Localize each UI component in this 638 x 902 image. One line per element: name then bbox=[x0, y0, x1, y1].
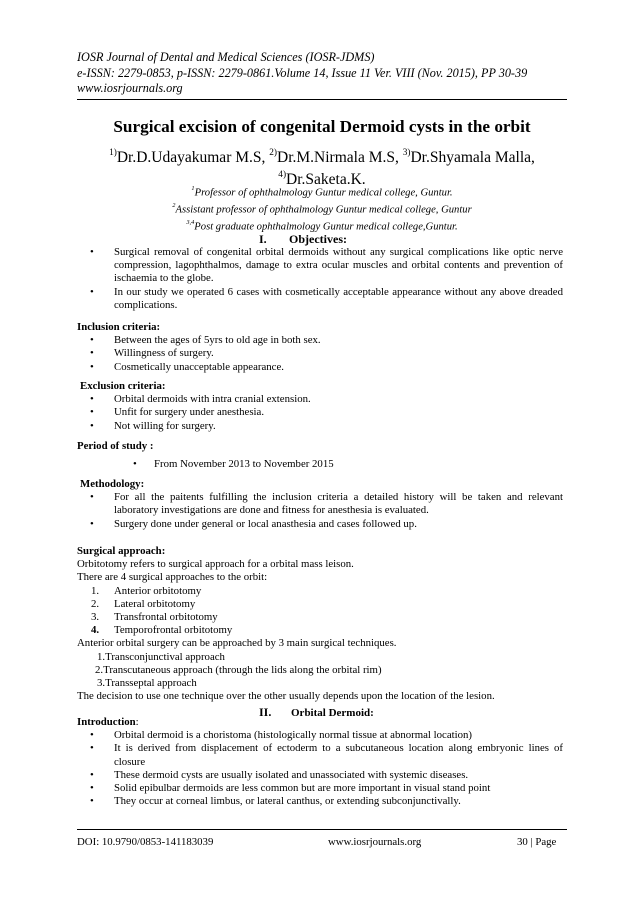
author-3: Dr.Shyamala Malla, bbox=[410, 149, 535, 167]
affiliation-2: Assistant professor of ophthalmology Guntur medical college, Guntur bbox=[175, 204, 472, 216]
journal-name: IOSR Journal of Dental and Medical Sciences (IOSR-JDMS) bbox=[77, 50, 375, 64]
surgical-line: Anterior orbital surgery can be approached by 3 main surgical techniques. bbox=[77, 637, 397, 650]
author-3-marker: 3) bbox=[402, 147, 411, 158]
introduction-heading: Introduction bbox=[77, 716, 136, 728]
objective-1: Surgical removal of congenital orbital dermoids without any surgical complications like optic nerve compression, lagophthalmos, damage to extra ocular muscles and orbital contents and prevention of ischaemia to the globe. bbox=[114, 246, 563, 285]
surgical-line: There are 4 surgical approaches to the orbit: bbox=[77, 571, 268, 584]
introduction-colon: : bbox=[135, 716, 139, 728]
surgical-approach bbox=[77, 545, 567, 703]
period-heading: Period of study : bbox=[77, 440, 154, 452]
approach-number: 2. bbox=[91, 597, 100, 610]
exclusion-item: Not willing for surgery. bbox=[114, 419, 216, 432]
list-item: • These dermoid cysts are usually isolated and unassociated with systemic diseases. bbox=[90, 768, 469, 781]
journal-url: www.iosrjournals.org bbox=[77, 81, 183, 95]
list-item: • Not willing for surgery. bbox=[90, 419, 216, 432]
affiliation-2-marker: 2 bbox=[172, 201, 176, 209]
list-item: • It is derived from displacement of ectoderm to a subcutaneous location along embryonic lines of closure bbox=[90, 742, 563, 768]
orbital-dermoid-intro bbox=[77, 716, 563, 808]
methodology-heading: Methodology: bbox=[80, 478, 145, 490]
surgical-heading: Surgical approach: bbox=[77, 545, 166, 557]
list-item: • Orbital dermoid is a choristoma (histologically normal tissue at abnormal location) bbox=[90, 729, 473, 742]
author-2-marker: 2) bbox=[269, 147, 278, 158]
inclusion-criteria bbox=[77, 321, 563, 374]
exclusion-item: Orbital dermoids with intra cranial extension. bbox=[114, 393, 311, 406]
approach-label: Temporofrontal orbitotomy bbox=[114, 624, 233, 637]
list-item: • Surgical removal of congenital orbital dermoids without any surgical complications like optic nerve compression, lagophthalmos, damage to extra ocular muscles and orbital contents and prevention of ischaemia to the globe. bbox=[90, 246, 563, 285]
footer-divider bbox=[77, 829, 567, 830]
list-item bbox=[77, 585, 567, 598]
approach-number: 4. bbox=[91, 624, 100, 637]
list-item: • Orbital dermoids with intra cranial extension. bbox=[90, 393, 311, 406]
inclusion-heading: Inclusion criteria: bbox=[77, 321, 161, 333]
affiliation-1-marker: 1 bbox=[191, 185, 195, 193]
author-4-marker: 4) bbox=[278, 169, 287, 180]
exclusion-item: Unfit for surgery under anesthesia. bbox=[114, 406, 265, 419]
methodology-item: Surgery done under general or local anasthesia and cases followed up. bbox=[114, 517, 417, 530]
period-item: From November 2013 to November 2015 bbox=[154, 458, 334, 471]
list-item: • Solid epibulbar dermoids are less common but are more important in visual stand point bbox=[90, 782, 491, 795]
author-2: Dr.M.Nirmala M.S, bbox=[277, 149, 403, 167]
approach-label: Anterior orbitotomy bbox=[114, 584, 202, 597]
list-item: • In our study we operated 6 cases with cosmetically acceptable appearance without any above dreaded complications. bbox=[90, 285, 563, 311]
section-2-title: Orbital Dermoid: bbox=[291, 707, 374, 719]
section-1-title: Objectives: bbox=[289, 232, 347, 246]
list-item: • Cosmetically unacceptable appearance. bbox=[90, 360, 284, 373]
affiliation-1: Professor of ophthalmology Guntur medical college, Guntur. bbox=[194, 187, 453, 199]
affiliation-3-marker: 3,4 bbox=[186, 218, 195, 226]
list-item: • They occur at corneal limbus, or lateral canthus, or extending subconjunctivally. bbox=[90, 795, 461, 808]
period-of-study bbox=[77, 440, 563, 471]
journal-header bbox=[77, 50, 567, 97]
list-item: • From November 2013 to November 2015 bbox=[133, 458, 334, 471]
header-divider bbox=[77, 99, 567, 100]
section-2-number: II. bbox=[259, 705, 272, 719]
approach-number: 1. bbox=[91, 584, 100, 597]
list-item: • Between the ages of 5yrs to old age in both sex. bbox=[90, 334, 321, 347]
list-item bbox=[77, 611, 567, 624]
list-item: • Unfit for surgery under anesthesia. bbox=[90, 406, 265, 419]
journal-issn: e-ISSN: 2279-0853, p-ISSN: 2279-0861.Volume 14, Issue 11 Ver. VIII (Nov. 2015), PP 30-39 bbox=[77, 65, 528, 80]
dermoid-point: It is derived from displacement of ectoderm to a subcutaneous location along embryonic lines of closure bbox=[114, 742, 563, 768]
list-item: • Surgery done under general or local anasthesia and cases followed up. bbox=[90, 517, 417, 530]
technique-item: 1.Transconjunctival approach bbox=[97, 650, 225, 663]
methodology-item: For all the paitents fulfilling the inclusion criteria a detailed history will be taken and relevant laboratory investigations are done and fitness for anesthesia is evaluated. bbox=[114, 491, 563, 517]
author-4: Dr.Saketa.K. bbox=[286, 171, 366, 189]
affiliation-3: Post graduate ophthalmology Guntur medical college,Guntur. bbox=[194, 221, 458, 233]
approach-label: Lateral orbitotomy bbox=[114, 597, 196, 610]
objective-2: In our study we operated 6 cases with cosmetically acceptable appearance without any above dreaded complications. bbox=[114, 285, 563, 311]
exclusion-heading: Exclusion criteria: bbox=[80, 380, 166, 392]
dermoid-point: They occur at corneal limbus, or lateral canthus, or extending subconjunctivally. bbox=[114, 795, 461, 808]
affiliations bbox=[77, 183, 567, 233]
approach-label: Transfrontal orbitotomy bbox=[114, 611, 218, 624]
technique-item: 2.Transcutaneous approach (through the lids along the orbital rim) bbox=[95, 663, 382, 676]
methodology bbox=[77, 478, 563, 531]
footer-doi: DOI: 10.9790/0853-141183039 bbox=[77, 836, 214, 848]
list-item bbox=[77, 624, 567, 637]
list-item bbox=[77, 598, 567, 611]
inclusion-item: Willingness of surgery. bbox=[114, 347, 214, 360]
list-item: • Willingness of surgery. bbox=[90, 347, 214, 360]
section-1-number: I. bbox=[259, 232, 267, 246]
objectives-list bbox=[77, 246, 563, 312]
dermoid-point: These dermoid cysts are usually isolated and unassociated with systemic diseases. bbox=[114, 768, 469, 781]
surgical-line: Orbitotomy refers to surgical approach for a orbital mass leison. bbox=[77, 558, 354, 571]
author-1-marker: 1) bbox=[109, 147, 117, 158]
inclusion-item: Between the ages of 5yrs to old age in both sex. bbox=[114, 334, 321, 347]
list-item: • For all the paitents fulfilling the inclusion criteria a detailed history will be taken and relevant laboratory investigations are done and fitness for anesthesia is evaluated. bbox=[90, 491, 563, 517]
dermoid-point: Solid epibulbar dermoids are less common but are more important in visual stand point bbox=[114, 782, 491, 795]
technique-item: 3.Transseptal approach bbox=[97, 677, 197, 690]
section-1-heading bbox=[259, 232, 347, 247]
paper-title: Surgical excision of congenital Dermoid cysts in the orbit bbox=[113, 117, 531, 136]
exclusion-criteria bbox=[77, 380, 563, 433]
footer-url: www.iosrjournals.org bbox=[328, 836, 422, 848]
dermoid-point: Orbital dermoid is a choristoma (histologically normal tissue at abnormal location) bbox=[114, 729, 473, 742]
author-1: Dr.D.Udayakumar M.S, bbox=[116, 149, 270, 167]
approach-number: 3. bbox=[91, 611, 100, 624]
footer-page: 30 | Page bbox=[517, 836, 557, 848]
surgical-line: The decision to use one technique over the other usually depends upon the location of the lesion. bbox=[77, 690, 495, 703]
inclusion-item: Cosmetically unacceptable appearance. bbox=[114, 360, 284, 373]
